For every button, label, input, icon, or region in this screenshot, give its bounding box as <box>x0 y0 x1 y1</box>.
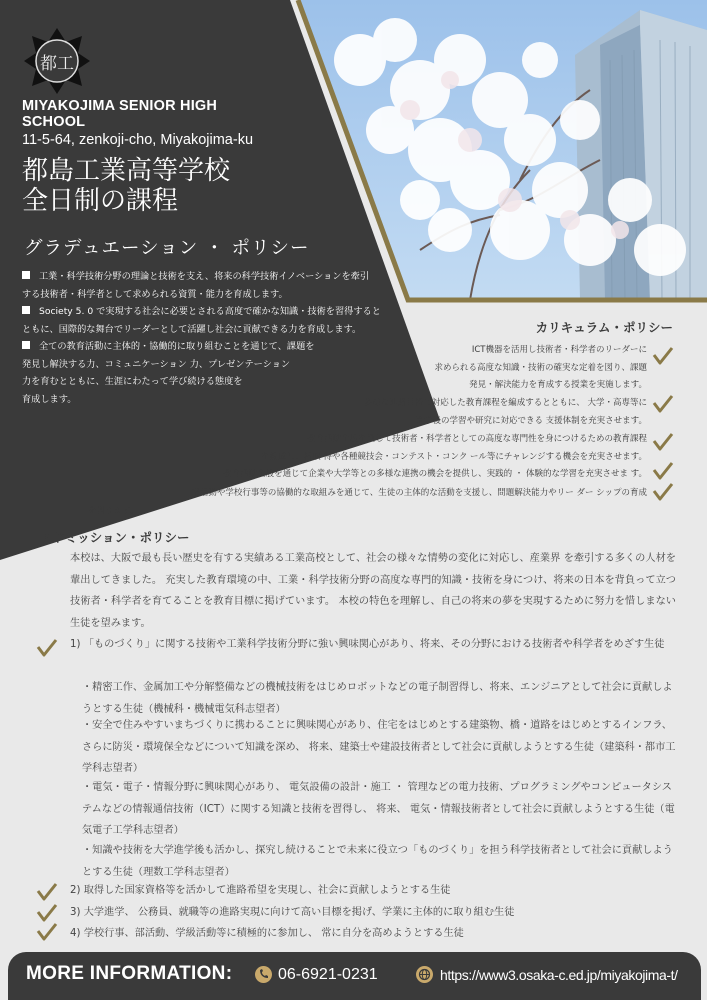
square-bullet-icon <box>22 306 30 314</box>
school-name-english: MIYAKOJIMA SENIOR HIGH SCHOOL <box>22 98 218 130</box>
check-icon <box>36 922 58 942</box>
grad-item-1-line1: 工業・科学技術分野の理論と技術を支え、将来の科学技術イノベーションを牽引 <box>22 268 422 286</box>
admission-item-3: 3) 大学進学、 公務員、就職等の進路実現に向けて高い目標を掲げ、学業に主体的に取り組む生徒 <box>70 907 515 918</box>
school-name-line2: 全日制の課程 <box>22 186 179 216</box>
phone-icon <box>255 966 272 983</box>
logo-text: 都工 <box>40 54 74 74</box>
curriculum-item-4: 教育活動全般を通じて企業や大学等との多様な連携の機会を提供し、実践的 ・ 体験的な学習を充実させま す。 <box>223 469 647 479</box>
school-name-japanese <box>22 156 230 216</box>
graduation-policy-title: グラデュエーション ・ ポリシー <box>24 238 310 259</box>
check-icon <box>652 461 674 481</box>
grad-item-1-line2: する技術者・科学者として求められる資質・能力を育成します。 <box>22 288 288 300</box>
admission-sub-2: ・安全で住みやすいまちづくりに携わることに興味関心があり、住宅をはじめとする建築物、橋・道路をはじめとするインフラ、さらに防災・環境保全などについて知識を深め、 将来、建築士や建設技術者として社会に貢献しようとする生徒（建築科・都市工学科志望者） <box>82 720 676 774</box>
curriculum-item-5: 部活動や学校行事等の協働的な取組みを通じて、生徒の主体的な活動を支援し、問題解決能力やリー ダー シップの育成 を図ります。 <box>88 488 647 516</box>
more-information-label: MORE INFORMATION: <box>26 963 233 984</box>
footer-bar <box>8 952 701 1000</box>
check-icon <box>652 432 674 452</box>
check-icon <box>36 638 58 658</box>
grad-item-3-line2: 発見し解決する力、コミュニケーション 力、プレゼンテーション <box>22 358 291 370</box>
school-address: 11-5-64, zenkoji-cho, Miyakojima-ku <box>22 132 254 148</box>
curriculum-policy-title: カリキュラム・ポリシー <box>535 320 673 335</box>
grad-item-2-line1: Society 5. 0 で実現する社会に必要とされる高度で確かな知識・技術を習得すると <box>22 303 422 321</box>
admission-policy-title: アドミッション・ポリシー <box>40 530 190 545</box>
check-icon <box>36 882 58 902</box>
check-icon <box>652 394 674 414</box>
curriculum-item-2: 多様な進路目標に対応した教育課程を編成するとともに、 大学・高専等に 進学後の学習や研究に対応できる 支援体制を充実させます。 <box>363 398 647 426</box>
grad-item-3-line4: 育成します。 <box>22 393 77 405</box>
admission-sub-4: ・知識や技術を大学進学後も活かし、探究し続けることで未来に役立つ「ものづくり」を担う科学技術者として社会に貢献しようとする生徒（理数工学科志望者） <box>82 845 673 878</box>
admission-sub-3: ・電気・電子・情報分野に興味関心があり、 電気設備の設計・施工 ・ 管理などの電力技術、プログラミングやコンピュータシステムなどの情報通信技術（ICT）に関する知識と技術を習得し、 将来、 電気・情報技術者として社会に貢献しようとする生徒（電気電子工学科志望者） <box>82 782 675 836</box>
school-name-line1: 都島工業高等学校 <box>22 156 231 186</box>
grad-item-3-line3: 力を育むとともに、生涯にわたって学び続ける態度を <box>22 376 243 387</box>
grad-item-2-line2: ともに、国際的な舞台でリーダーとして活躍し社会に貢献できる力を育成します。 <box>22 323 362 335</box>
curriculum-item-3: 教育活動全般を通して技術者・科学者としての高度な専門性を身につけるための教育課程 を編成し、格取 得や各種競技会・コンテスト・コンク ール等にチャレンジする機会を充実させます。 <box>261 434 647 462</box>
square-bullet-icon <box>22 341 30 349</box>
admission-intro: 本校は、大阪で最も長い歴史を有する実績ある工業高校として、社会の様々な情勢の変化に対応し、産業界 を牽引する多くの人材を輩出してきました。 充実した教育環境の中、工業・科学技術分野の高度な専門的知識・技術を身につけ、将来の日本を背負って立つ技術者・科学者を育てることを教育目標に掲げています。 本校の特色を理解し、自己の将来の夢を実現するために努力を惜しまない生徒を望みます。 <box>70 553 676 629</box>
phone-number[interactable]: 06-6921-0231 <box>278 966 378 983</box>
admission-item-2: 2) 取得した国家資格等を活かして進路希望を実現し、社会に貢献しようとする生徒 <box>70 885 451 896</box>
admission-item-1: 1) 「ものづくり」に関する技術や工業科学技術分野に強い興味関心があり、将来、その分野における技術者や科学者をめざす生徒 <box>70 639 665 650</box>
globe-icon <box>416 966 433 983</box>
check-icon <box>652 346 674 366</box>
square-bullet-icon <box>22 271 30 279</box>
admission-item-4: 4) 学校行事、部活動、学級活動等に積極的に参加し、 常に自分を高めようとする生徒 <box>70 928 464 939</box>
website-link[interactable]: https://www3.osaka-c.ed.jp/miyakojima-t/ <box>440 967 678 983</box>
curriculum-item-1: ICT機器を活用し技術者・科学者のリーダーに 求められる高度な知識・技術の確実な定着を図り、課題 発見・解決能力を育成する授業を実施します。 <box>434 345 647 390</box>
grad-item-3-line1: 全ての教育活動に主体的・協働的に取り組むことを通じて、課題を <box>22 338 422 356</box>
check-icon <box>652 482 674 502</box>
admission-sub-1: ・精密工作、金属加工や分解整備などの機械技術をはじめロボットなどの電子制習得し、将来、エンジニアとして社会に貢献しようとする生徒（機械科・機械電気科志望者） <box>82 682 673 715</box>
check-icon <box>36 903 58 923</box>
school-emblem-logo <box>22 26 92 96</box>
graduation-policy-list <box>22 268 422 408</box>
